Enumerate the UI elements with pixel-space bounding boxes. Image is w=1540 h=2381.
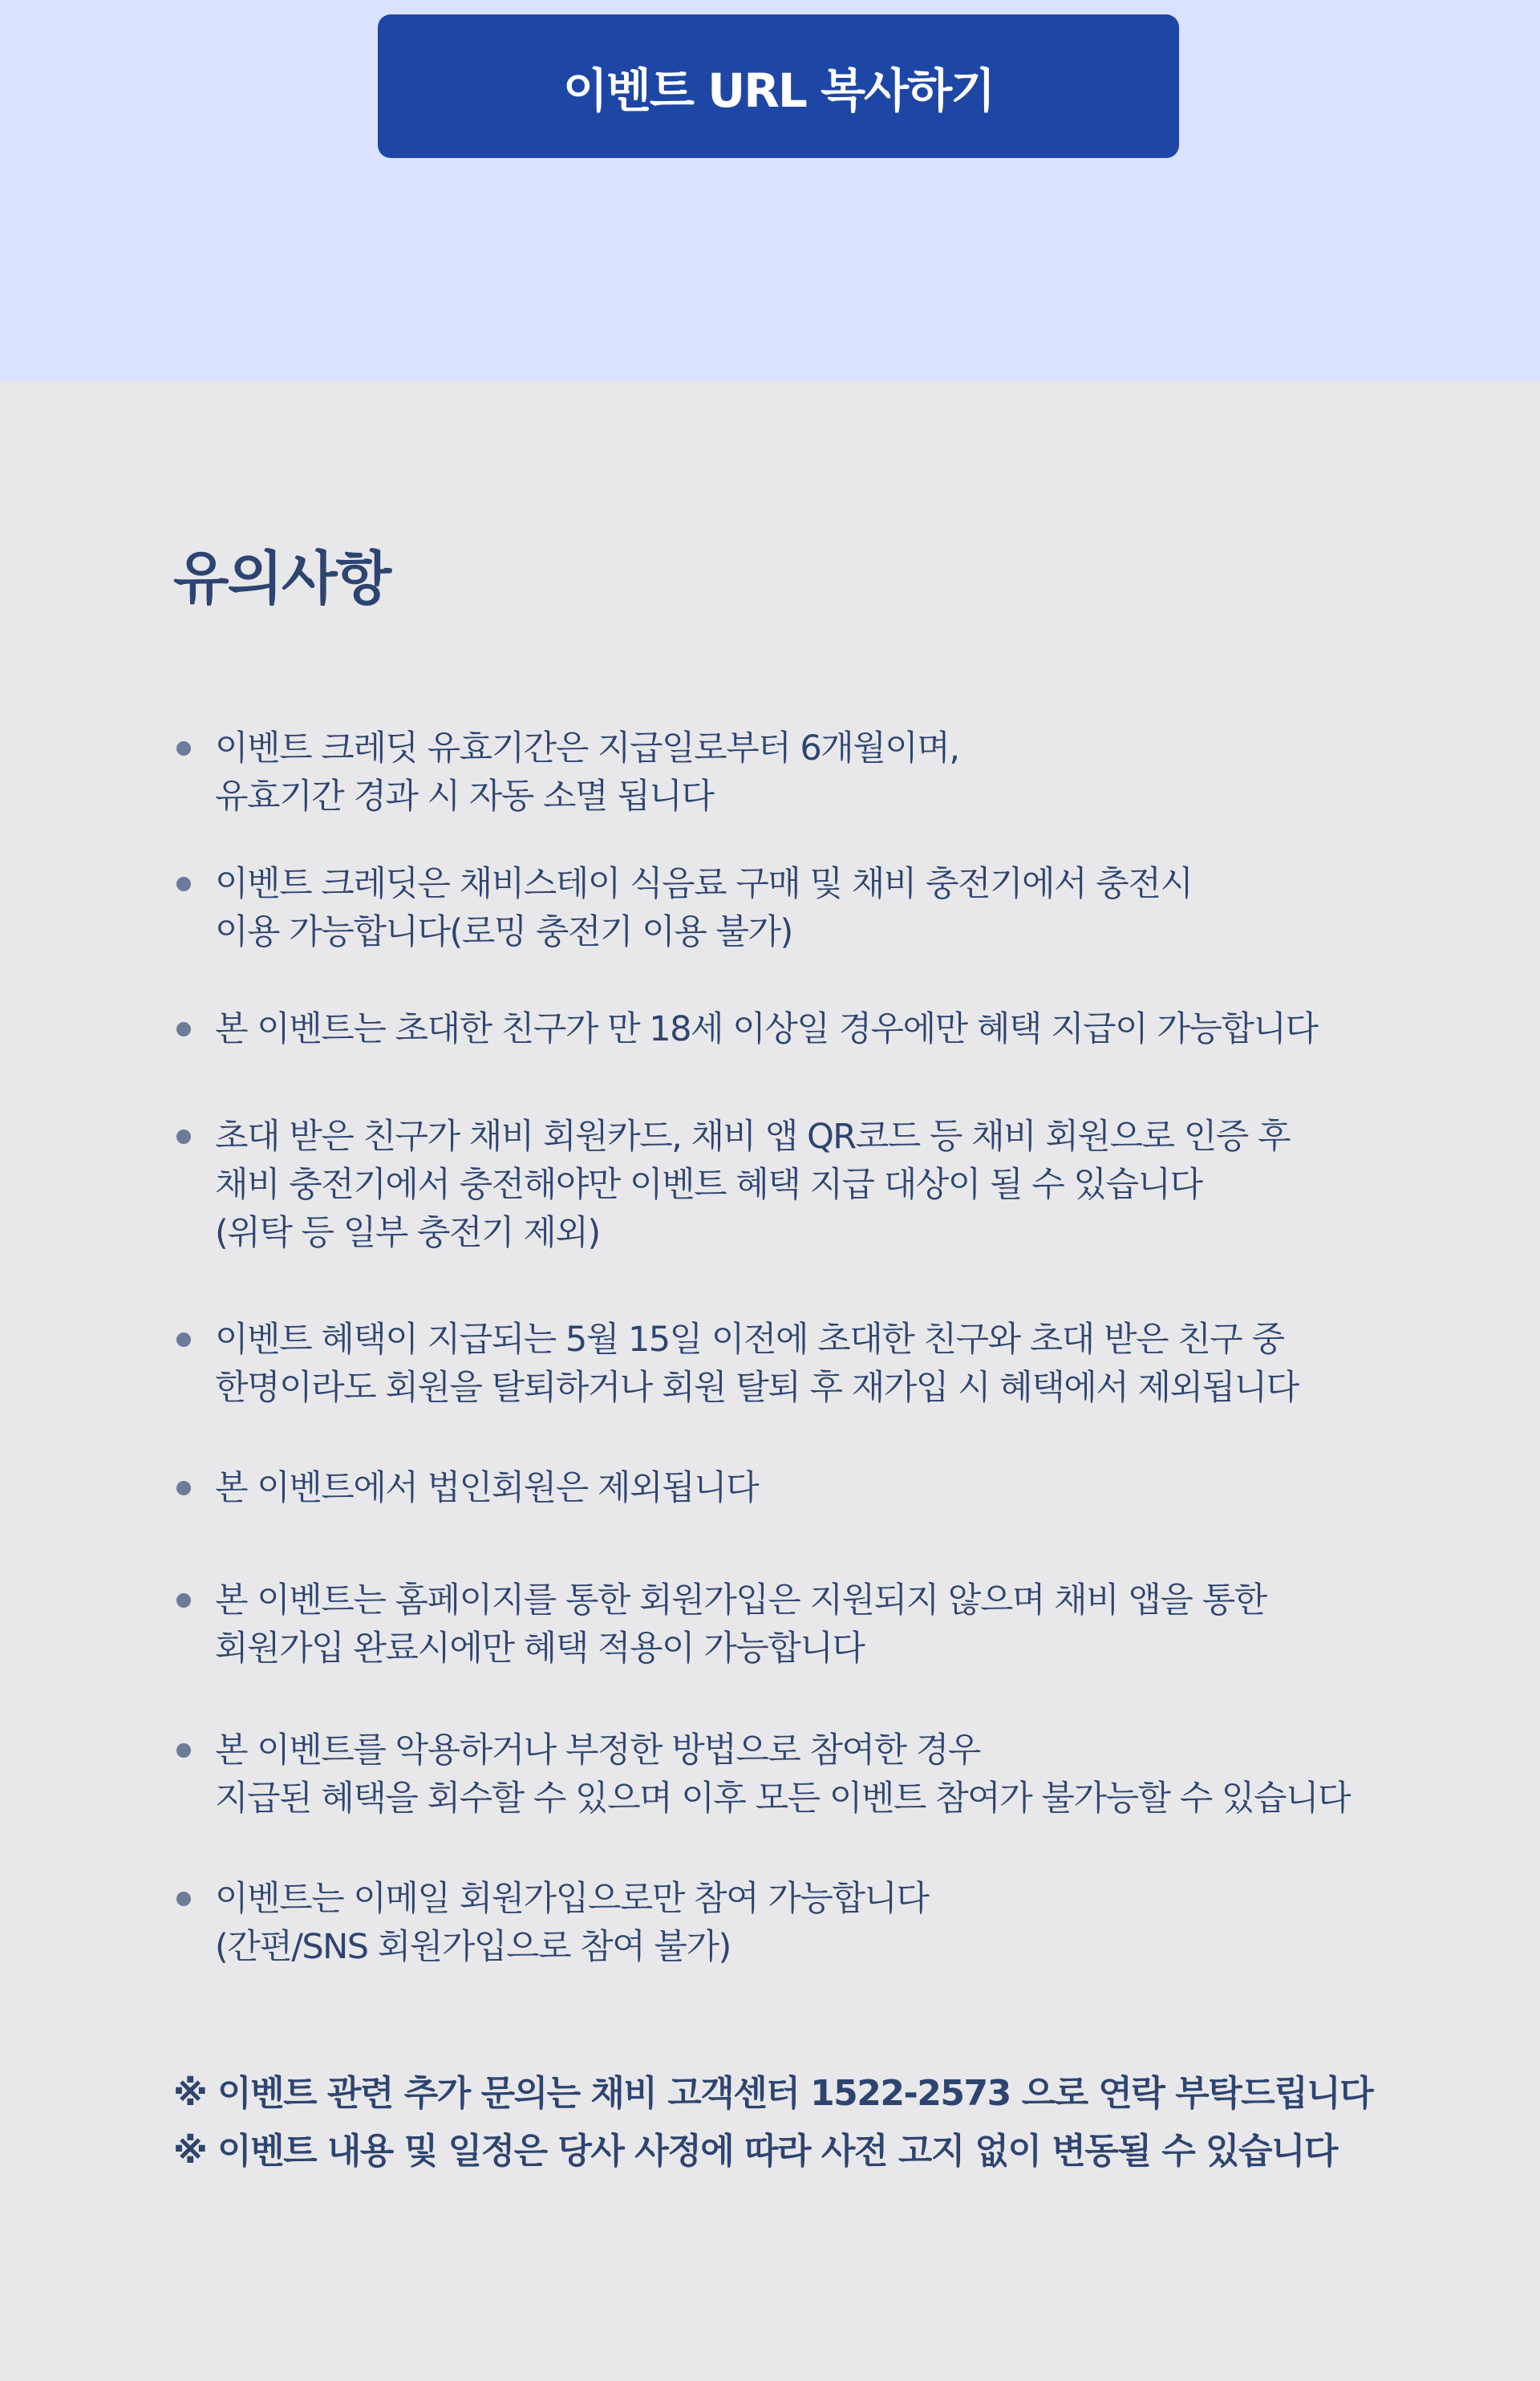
notice-item-line: 유효기간 경과 시 자동 소멸 됩니다 <box>215 777 714 817</box>
notice-item-line: 이용 가능합니다(로밍 충전기 이용 불가) <box>215 912 792 952</box>
bullet-icon <box>176 1593 191 1608</box>
bullet-icon <box>176 741 191 756</box>
bullet-icon <box>176 1892 191 1906</box>
bullet-icon <box>176 1481 191 1495</box>
notice-item-line: 지급된 혜택을 회수할 수 있으며 이후 모든 이벤트 참여가 불가능할 수 있습니다 <box>215 1779 1351 1819</box>
notice-item-line: 회원가입 완료시에만 혜택 적용이 가능합니다 <box>215 1629 865 1669</box>
notice-item-line: (위탁 등 일부 충전기 제외) <box>215 1213 600 1253</box>
event-share-section <box>0 0 1540 381</box>
notice-item-line: 이벤트 혜택이 지급되는 5월 15일 이전에 초대한 친구와 초대 받은 친구 중 <box>215 1320 1284 1360</box>
notice-item-line: 초대 받은 친구가 채비 회원카드, 채비 앱 QR코드 등 채비 회원으로 인증 후 <box>215 1117 1290 1157</box>
copy-event-url-button[interactable]: 이벤트 URL 복사하기 <box>378 14 1179 158</box>
notice-item-line: 채비 충전기에서 충전해야만 이벤트 혜택 지급 대상이 될 수 있습니다 <box>215 1165 1202 1205</box>
bullet-icon <box>176 1130 191 1144</box>
notice-item-line: 한명이라도 회원을 탈퇴하거나 회원 탈퇴 후 재가입 시 혜택에서 제외됩니다 <box>215 1368 1299 1408</box>
notice-section <box>0 381 1540 2381</box>
notice-item-line: (간편/SNS 회원가입으로 참여 불가) <box>215 1927 731 1967</box>
notice-title: 유의사항 <box>173 545 391 612</box>
bullet-icon <box>176 1022 191 1036</box>
bullet-icon <box>176 877 191 891</box>
bullet-icon <box>176 1332 191 1347</box>
notice-item-line: 본 이벤트는 홈페이지를 통한 회원가입은 지원되지 않으며 채비 앱을 통한 <box>215 1580 1266 1620</box>
notice-item-line: 본 이벤트를 악용하거나 부정한 방법으로 참여한 경우 <box>215 1730 980 1771</box>
bullet-icon <box>176 1743 191 1758</box>
contact-note: ※ 이벤트 관련 추가 문의는 채비 고객센터 1522-2573 으로 연락 부탁드립니다 <box>173 2073 1373 2114</box>
schedule-change-note: ※ 이벤트 내용 및 일정은 당사 사정에 따라 사전 고지 없이 변동될 수 있습니다 <box>173 2131 1338 2172</box>
notice-item-line: 이벤트는 이메일 회원가입으로만 참여 가능합니다 <box>215 1879 929 1919</box>
notice-item-line: 본 이벤트에서 법인회원은 제외됩니다 <box>215 1468 759 1508</box>
notice-item-line: 이벤트 크레딧 유효기간은 지급일로부터 6개월이며, <box>215 728 959 769</box>
notice-item-line: 이벤트 크레딧은 채비스테이 식음료 구매 및 채비 충전기에서 충전시 <box>215 864 1193 904</box>
notice-item-line: 본 이벤트는 초대한 친구가 만 18세 이상일 경우에만 혜택 지급이 가능합니다 <box>215 1009 1318 1049</box>
